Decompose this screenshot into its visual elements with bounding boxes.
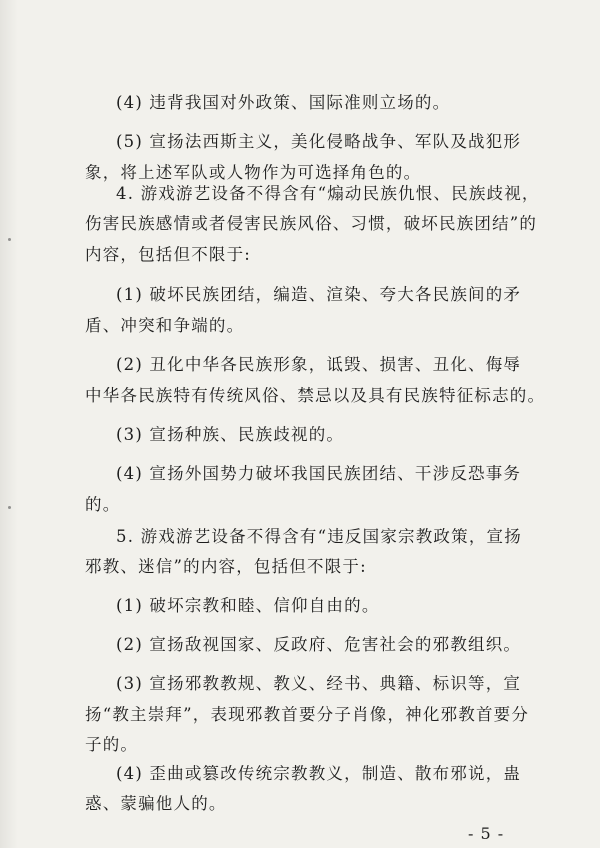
paragraph-line: 伤害民族感情或者侵害民族风俗、习惯，破坏民族团结”的	[85, 214, 538, 233]
paragraph-line: 的。	[85, 495, 121, 514]
paragraph-line: (5) 宣扬法西斯主义，美化侵略战争、军队及战犯形	[116, 132, 522, 151]
page-number: - 5 -	[468, 824, 505, 843]
paragraph-line: 扬“教主崇拜”，表现邪教首要分子肖像，神化邪教首要分	[85, 705, 530, 724]
paragraph-line: (2) 丑化中华各民族形象，诋毁、损害、丑化、侮辱	[116, 355, 522, 374]
paragraph-line: 惑、蒙骗他人的。	[85, 794, 227, 813]
paragraph-line: (4) 歪曲或篡改传统宗教教义，制造、散布邪说，蛊	[116, 764, 522, 783]
paragraph-line: (4) 违背我国对外政策、国际准则立场的。	[116, 93, 451, 112]
paragraph-line: 盾、冲突和争端的。	[85, 316, 245, 335]
paragraph-line: 内容，包括但不限于:	[85, 245, 252, 264]
paragraph-line: 4. 游戏游艺设备不得含有“煽动民族仇恨、民族歧视，	[116, 184, 540, 203]
paragraph-line: (3) 宣扬邪教教规、教义、经书、典籍、标识等，宣	[116, 674, 522, 693]
paragraph-line: 中华各民族特有传统风俗、禁忌以及具有民族特征标志的。	[85, 386, 546, 405]
paragraph-line: 邪教、迷信”的内容，包括但不限于:	[85, 557, 367, 576]
paragraph-line: (4) 宣扬外国势力破坏我国民族团结、干涉反恐事务	[116, 464, 522, 483]
paragraph-line: 子的。	[85, 735, 139, 754]
paragraph-line: (3) 宣扬种族、民族歧视的。	[116, 425, 345, 444]
paragraph-line: (1) 破坏民族团结，编造、渲染、夸大各民族间的矛	[116, 285, 522, 304]
paragraph-line: (1) 破坏宗教和睦、信仰自由的。	[116, 596, 380, 615]
paragraph-line: 5. 游戏游艺设备不得含有“违反国家宗教政策，宣扬	[116, 527, 522, 546]
paragraph-line: 象，将上述军队或人物作为可选择角色的。	[85, 163, 422, 182]
paragraph-line: (2) 宣扬敌视国家、反政府、危害社会的邪教组织。	[116, 635, 522, 654]
